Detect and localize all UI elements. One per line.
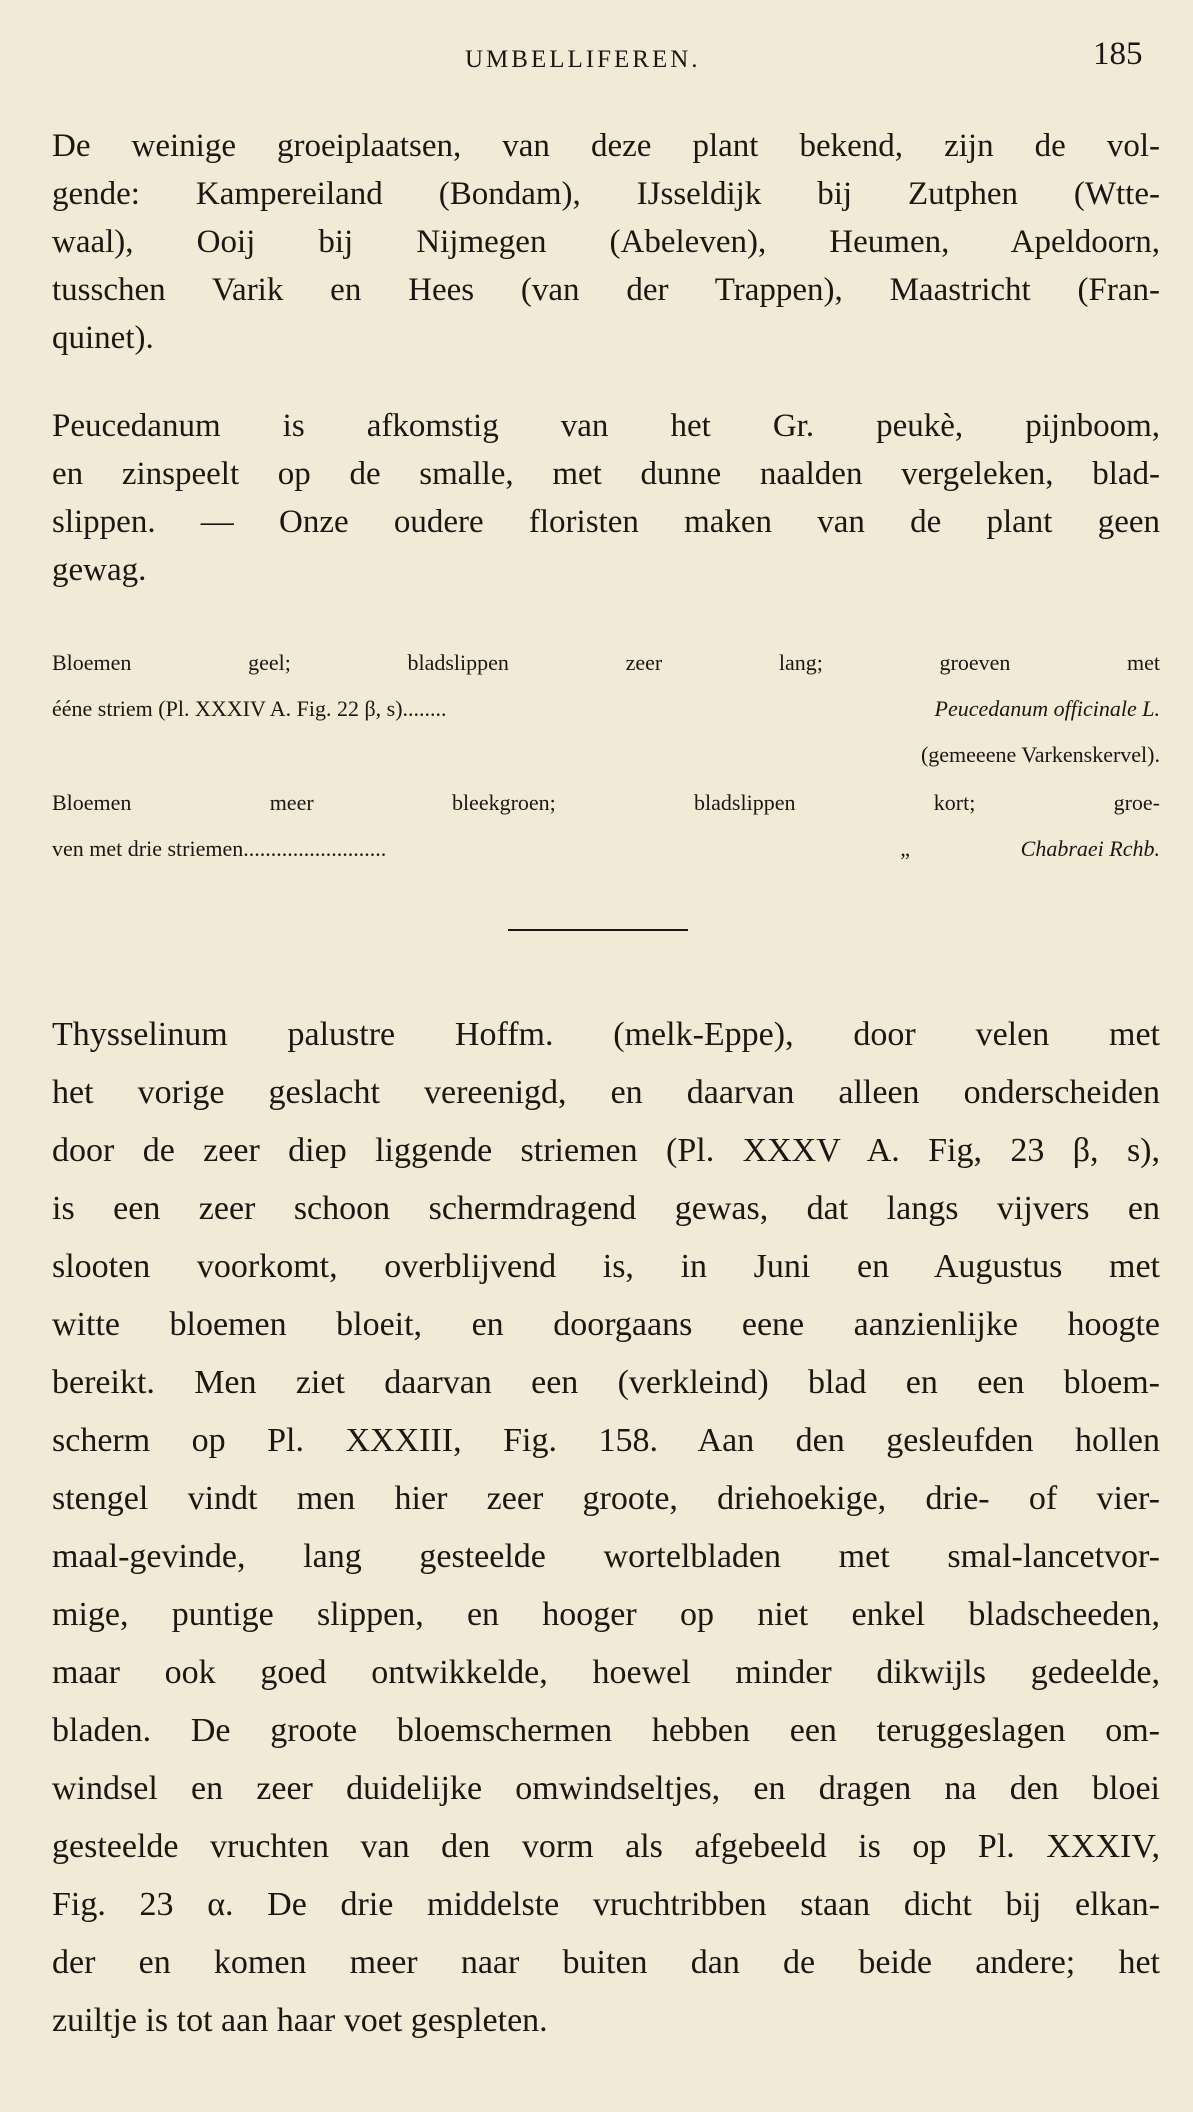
text-line: De weinige groeiplaatsen, van deze plant bekend, zijn de vol- [52, 128, 1160, 164]
text-line: slippen. — Onze oudere floristen maken van de plant geen [52, 504, 1160, 540]
text-line: windsel en zeer duidelijke omwindseltjes, en dragen na den bloei [52, 1770, 1160, 1807]
key-species-peucedanum: Peucedanum officinale L. [934, 696, 1160, 721]
key-line: ven met drie striemen.......................... [52, 836, 387, 861]
text-line: door de zeer diep liggende striemen (Pl. XXXV A. Fig, 23 β, s), [52, 1132, 1160, 1169]
text-line: witte bloemen bloeit, en doorgaans eene aanzienlijke hoogte [52, 1306, 1160, 1343]
section-divider [508, 929, 688, 931]
key-species-chabraei: Chabraei Rchb. [1020, 836, 1160, 861]
key-ditto-mark: „ [900, 836, 910, 861]
text-line: maal-gevinde, lang gesteelde wortelbladen met smal-lancetvor- [52, 1538, 1160, 1575]
text-line: mige, puntige slippen, en hooger op niet enkel bladscheeden, [52, 1596, 1160, 1633]
text-line: is een zeer schoon schermdragend gewas, dat langs vijvers en [52, 1190, 1160, 1227]
running-head [0, 36, 1193, 86]
text-line: Thysselinum palustre Hoffm. (melk-Eppe), door velen met [52, 1016, 1160, 1053]
text-line: maar ook goed ontwikkelde, hoewel minder dikwijls gedeelde, [52, 1654, 1160, 1691]
key-common-name: (gemeeene Varkenskervel). [920, 742, 1160, 767]
key-line: Bloemen meer bleekgroen; bladslippen kort; groe- [52, 790, 1160, 815]
text-line: Fig. 23 α. De drie middelste vruchtribben staan dicht bij elkan- [52, 1886, 1160, 1923]
key-line: Bloemen geel; bladslippen zeer lang; groeven met [52, 650, 1160, 675]
text-line: slooten voorkomt, overblijvend is, in Juni en Augustus met [52, 1248, 1160, 1285]
page-number: 185 [1093, 36, 1143, 72]
text-line: tusschen Varik en Hees (van der Trappen), Maastricht (Fran- [52, 272, 1160, 308]
text-line: zuiltje is tot aan haar voet gespleten. [52, 2002, 548, 2039]
text-line: Peucedanum is afkomstig van het Gr. peukè, pijnboom, [52, 408, 1160, 444]
key-line: ééne striem (Pl. XXXIV A. Fig. 22 β, s)........ [52, 696, 447, 721]
text-line: waal), Ooij bij Nijmegen (Abeleven), Heumen, Apeldoorn, [52, 224, 1160, 260]
text-line: bereikt. Men ziet daarvan een (verkleind) blad en een bloem- [52, 1364, 1160, 1401]
text-line: stengel vindt men hier zeer groote, driehoekige, drie- of vier- [52, 1480, 1160, 1517]
text-line: gesteelde vruchten van den vorm als afgebeeld is op Pl. XXXIV, [52, 1828, 1160, 1865]
text-line: en zinspeelt op de smalle, met dunne naalden vergeleken, blad- [52, 456, 1160, 492]
running-head-title: UMBELLIFEREN. [465, 46, 701, 73]
text-line: bladen. De groote bloemschermen hebben een teruggeslagen om- [52, 1712, 1160, 1749]
text-line: gewag. [52, 552, 147, 588]
text-line: het vorige geslacht vereenigd, en daarvan alleen onderscheiden [52, 1074, 1160, 1111]
text-line: der en komen meer naar buiten dan de beide andere; het [52, 1944, 1160, 1981]
text-line: gende: Kampereiland (Bondam), IJsseldijk bij Zutphen (Wtte- [52, 176, 1160, 212]
text-line: quinet). [52, 320, 154, 356]
text-line: scherm op Pl. XXXIII, Fig. 158. Aan den gesleufden hollen [52, 1422, 1160, 1459]
